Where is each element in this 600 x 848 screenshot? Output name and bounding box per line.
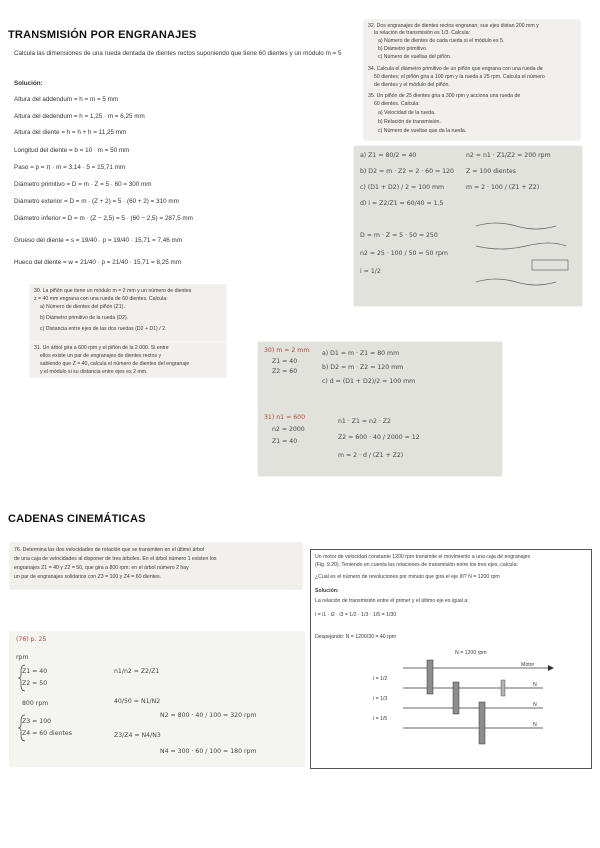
exercise-text: z = 40 mm engrana con una rueda de 60 dientes. Calcula:: [34, 296, 168, 302]
formula-line: Paso = p = π · m = 3,14 · 5 = 15,71 mm: [14, 164, 126, 171]
exercise-text: Un motor de velocidad constante 1200 rpm transmite el movimiento a una caja de engranajes: [315, 554, 531, 560]
shaft-label: N: [533, 702, 537, 708]
handwritten-photo-bottom: [10, 632, 304, 766]
handwritten-line: 30) m = 2 mm: [264, 347, 310, 354]
exercise-text: 76. Determina las dos velocidades de rotación que se transmiten en el último árbol: [14, 547, 205, 553]
exercise-text: la relación de transmisión es 1/3. Calcula:: [374, 30, 471, 36]
exercise-text: a) Número de dientes de cada rueda si el módulo es 5.: [378, 38, 505, 44]
handwritten-line: n2 = 25 · 100 / 50 = 50 rpm: [360, 250, 448, 257]
ratio-label: i = 1/2: [373, 676, 388, 682]
handwritten-line: 40/50 = N1/N2: [114, 698, 161, 705]
ratio-label: i = 1/3: [373, 696, 388, 702]
gear-block: [427, 660, 433, 694]
exercise-text: ¿Cuál es el número de revoluciones por minuto que gira el eje III? N = 1200 rpm: [315, 574, 500, 580]
exercise-text: 31. Un árbol gira a 600 rpm y el piñón de la 2.000. Si entre: [34, 345, 169, 351]
formula-line: Diámetro exterior = D = m · (Z + 2) = 5 · (60 + 2) = 310 mm: [14, 198, 179, 205]
handwritten-line: n2 = 2000: [272, 426, 305, 433]
handwritten-line: 31) n1 = 600: [264, 414, 306, 421]
exercise-text: b) Diámetro primitivo de la rueda (D2).: [40, 315, 129, 321]
handwritten-line: N4 = 300 · 60 / 100 = 180 rpm: [160, 748, 257, 755]
handwriting-scribbles: [474, 216, 574, 296]
handwritten-line: Z1 = 40: [22, 668, 48, 675]
handwritten-line: Z3 = 100: [22, 718, 52, 725]
shaft-label: N: [533, 722, 537, 728]
handwritten-line: a) Z1 = 80/2 = 40: [360, 152, 417, 159]
solution-label: Solución:: [14, 80, 43, 87]
handwritten-line: Z3/Z4 = N4/N3: [114, 732, 161, 739]
gear-block: [501, 680, 505, 696]
handwritten-line: n1/n2 = Z2/Z1: [114, 668, 160, 675]
section-title-gears: TRANSMISIÓN POR ENGRANAJES: [8, 29, 197, 41]
handwritten-line: rpm: [16, 654, 29, 661]
handwritten-line: i = 1/2: [360, 268, 381, 275]
exercise-text: 35. Un piñón de 25 dientes gira a 300 rpm y acciona una rueda de: [368, 93, 521, 99]
brace-icon: [18, 664, 26, 692]
gear-train-drawing: [373, 650, 583, 762]
exercise-scan-76: [10, 543, 302, 589]
gear-block: [479, 702, 485, 744]
exercise-text: c) Número de vueltas que da la rueda.: [378, 128, 467, 134]
formula-line: Altura del addendum = h = m = 5 mm: [14, 96, 119, 103]
handwritten-line: N2 = 800 · 40 / 100 = 320 rpm: [160, 712, 257, 719]
handwritten-line: Z4 = 60 dientes: [22, 730, 72, 737]
handwritten-line: Z2 = 600 · 40 / 2000 = 12: [338, 434, 420, 441]
exercise-text: 30. La piñón que tiene un módulo m = 2 mm y un número de dientes: [34, 288, 192, 294]
handwritten-line: a) D1 = m · Z1 = 80 mm: [322, 350, 400, 357]
exercise-text: a) Número de dientes del piñón (Z1).: [40, 304, 125, 310]
exercise-text: ellos existe un par de engranajes de dientes rectos y: [40, 353, 162, 359]
handwritten-line: Z1 = 40: [272, 358, 298, 365]
exercise-text: (Fig. 9.20). Teniendo en cuenta las relaciones de transmisión entre los tres ejes, calcula:: [315, 562, 518, 568]
solution-box: [310, 549, 592, 769]
exercise-scan-30: [30, 285, 226, 341]
handwritten-line: Z = 100 dientes: [466, 168, 516, 175]
formula-line: Altura del dedendum = h = 1,25 · m = 6,25 mm: [14, 113, 145, 120]
exercise-text: c) Distancia entre ejes de las dos ruedas (D2 + D1) / 2.: [40, 326, 167, 332]
section-title-kinematic-chains: CADENAS CINEMÁTICAS: [8, 513, 146, 525]
handwritten-line: m = 2 · 100 / (Z1 + Z2): [466, 184, 540, 191]
handwritten-photo-center: [258, 342, 502, 476]
handwritten-line: n1 · Z1 = n2 · Z2: [338, 418, 391, 425]
formula-line: Altura del diente = h = h + h = 11,25 mm: [14, 129, 127, 136]
gear-train-diagram: [373, 650, 583, 762]
brace-icon: [18, 714, 26, 742]
exercise-text: a) Velocidad de la rueda.: [378, 110, 436, 116]
solution-line: La relación de transmisión entre el primer y el último eje es igual a:: [315, 598, 469, 604]
motor-label: Motor: [521, 662, 535, 668]
exercise-text: sabiendo que Z = 40, calcula el número de dientes del engranaje: [40, 361, 190, 367]
exercise-text: b) Relación de transmisión.: [378, 119, 441, 125]
handwritten-line: (76) p. 25: [16, 636, 47, 643]
exercise-text: de dientes y el módulo del piñón.: [374, 82, 450, 88]
handwritten-photo-right: [354, 146, 582, 306]
formula-line: Longitud del diente = b = 10 · m = 50 mm: [14, 147, 130, 154]
problem-statement: Calcula las dimensiones de una rueda dentada de dientes rectos suponiendo que tiene 60 dientes y un módulo m = 5: [14, 50, 342, 57]
exercise-text: c) Número de vueltas del piñón.: [378, 54, 452, 60]
ratio-label: i = 1/5: [373, 716, 388, 722]
handwritten-line: Z2 = 60: [272, 368, 298, 375]
exercise-text: 60 dientes. Calcula:: [374, 101, 420, 107]
handwritten-line: 800 rpm: [22, 700, 49, 707]
speed-label: N = 1200 rpm: [455, 650, 487, 656]
gear-block: [453, 682, 459, 714]
exercise-scan-31: [30, 343, 226, 377]
solution-line: i = i1 · i2 · i3 = 1/2 · 1/3 · 1/5 = 1/30: [315, 612, 397, 618]
handwritten-line: n2 = n1 · Z1/Z2 = 200 rpm: [466, 152, 551, 159]
solution-label: Solución:: [315, 588, 339, 594]
solution-line: Despejando: N = 1200/30 = 40 rpm: [315, 634, 397, 640]
shaft-label: N: [533, 682, 537, 688]
handwritten-line: b) D2 = m · Z2 = 120 mm: [322, 364, 404, 371]
handwritten-line: Z1 = 40: [272, 438, 298, 445]
handwritten-line: d) i = Z2/Z1 = 60/40 = 1,5: [360, 200, 444, 207]
formula-line: Diámetro primitivo = D = m · Z = 5 · 60 = 300 mm: [14, 181, 152, 188]
handwritten-line: c) (D1 + D2) / 2 = 100 mm: [360, 184, 445, 191]
handwritten-line: D = m · Z = 5 · 50 = 250: [360, 232, 438, 239]
formula-line: Hueco del diente = w = 21/40 · p = 21/40 · 15,71 = 8,25 mm: [14, 259, 181, 266]
formula-line: Grueso del diente = s = 19/40 · p = 19/40 · 15,71 = 7,46 mm: [14, 237, 183, 244]
exercise-text: de una caja de velocidades al disponer de tres árboles. En el árbol número 1 existen los: [14, 556, 217, 562]
exercise-text: engranajes Z1 = 40 y Z2 = 50, que gira a 800 rpm; en el árbol número 2 hay: [14, 565, 189, 571]
exercise-text: un par de engranajes solidarios con Z3 = 100 y Z4 = 60 dientes.: [14, 574, 162, 580]
exercise-text: 50 dientes; el piñón gira a 100 rpm y la rueda a 25 rpm. Calcula el número: [374, 74, 545, 80]
handwritten-line: m = 2 · d / (Z1 + Z2): [338, 452, 404, 459]
handwritten-line: c) d = (D1 + D2)/2 = 100 mm: [322, 378, 416, 385]
handwritten-line: Z2 = 50: [22, 680, 48, 687]
exercise-text: y el módulo si su distancia entre ejes es 2 mm.: [40, 369, 148, 375]
formula-line: Diámetro inferior = D = m · (Z − 2,5) = 5 · (60 − 2,5) = 287,5 mm: [14, 215, 193, 222]
exercise-text: 34. Calcula el diámetro primitivo de un piñón que engrana con una rueda de: [368, 66, 543, 72]
exercise-text: 32. Dos engranajes de dientes rectos engranan; sus ejes distan 200 mm y: [368, 23, 539, 29]
exercise-scan-32-35: [364, 20, 580, 140]
exercise-text: b) Diámetro primitivo.: [378, 46, 428, 52]
handwritten-line: b) D2 = m · Z2 = 2 · 60 = 120: [360, 168, 454, 175]
